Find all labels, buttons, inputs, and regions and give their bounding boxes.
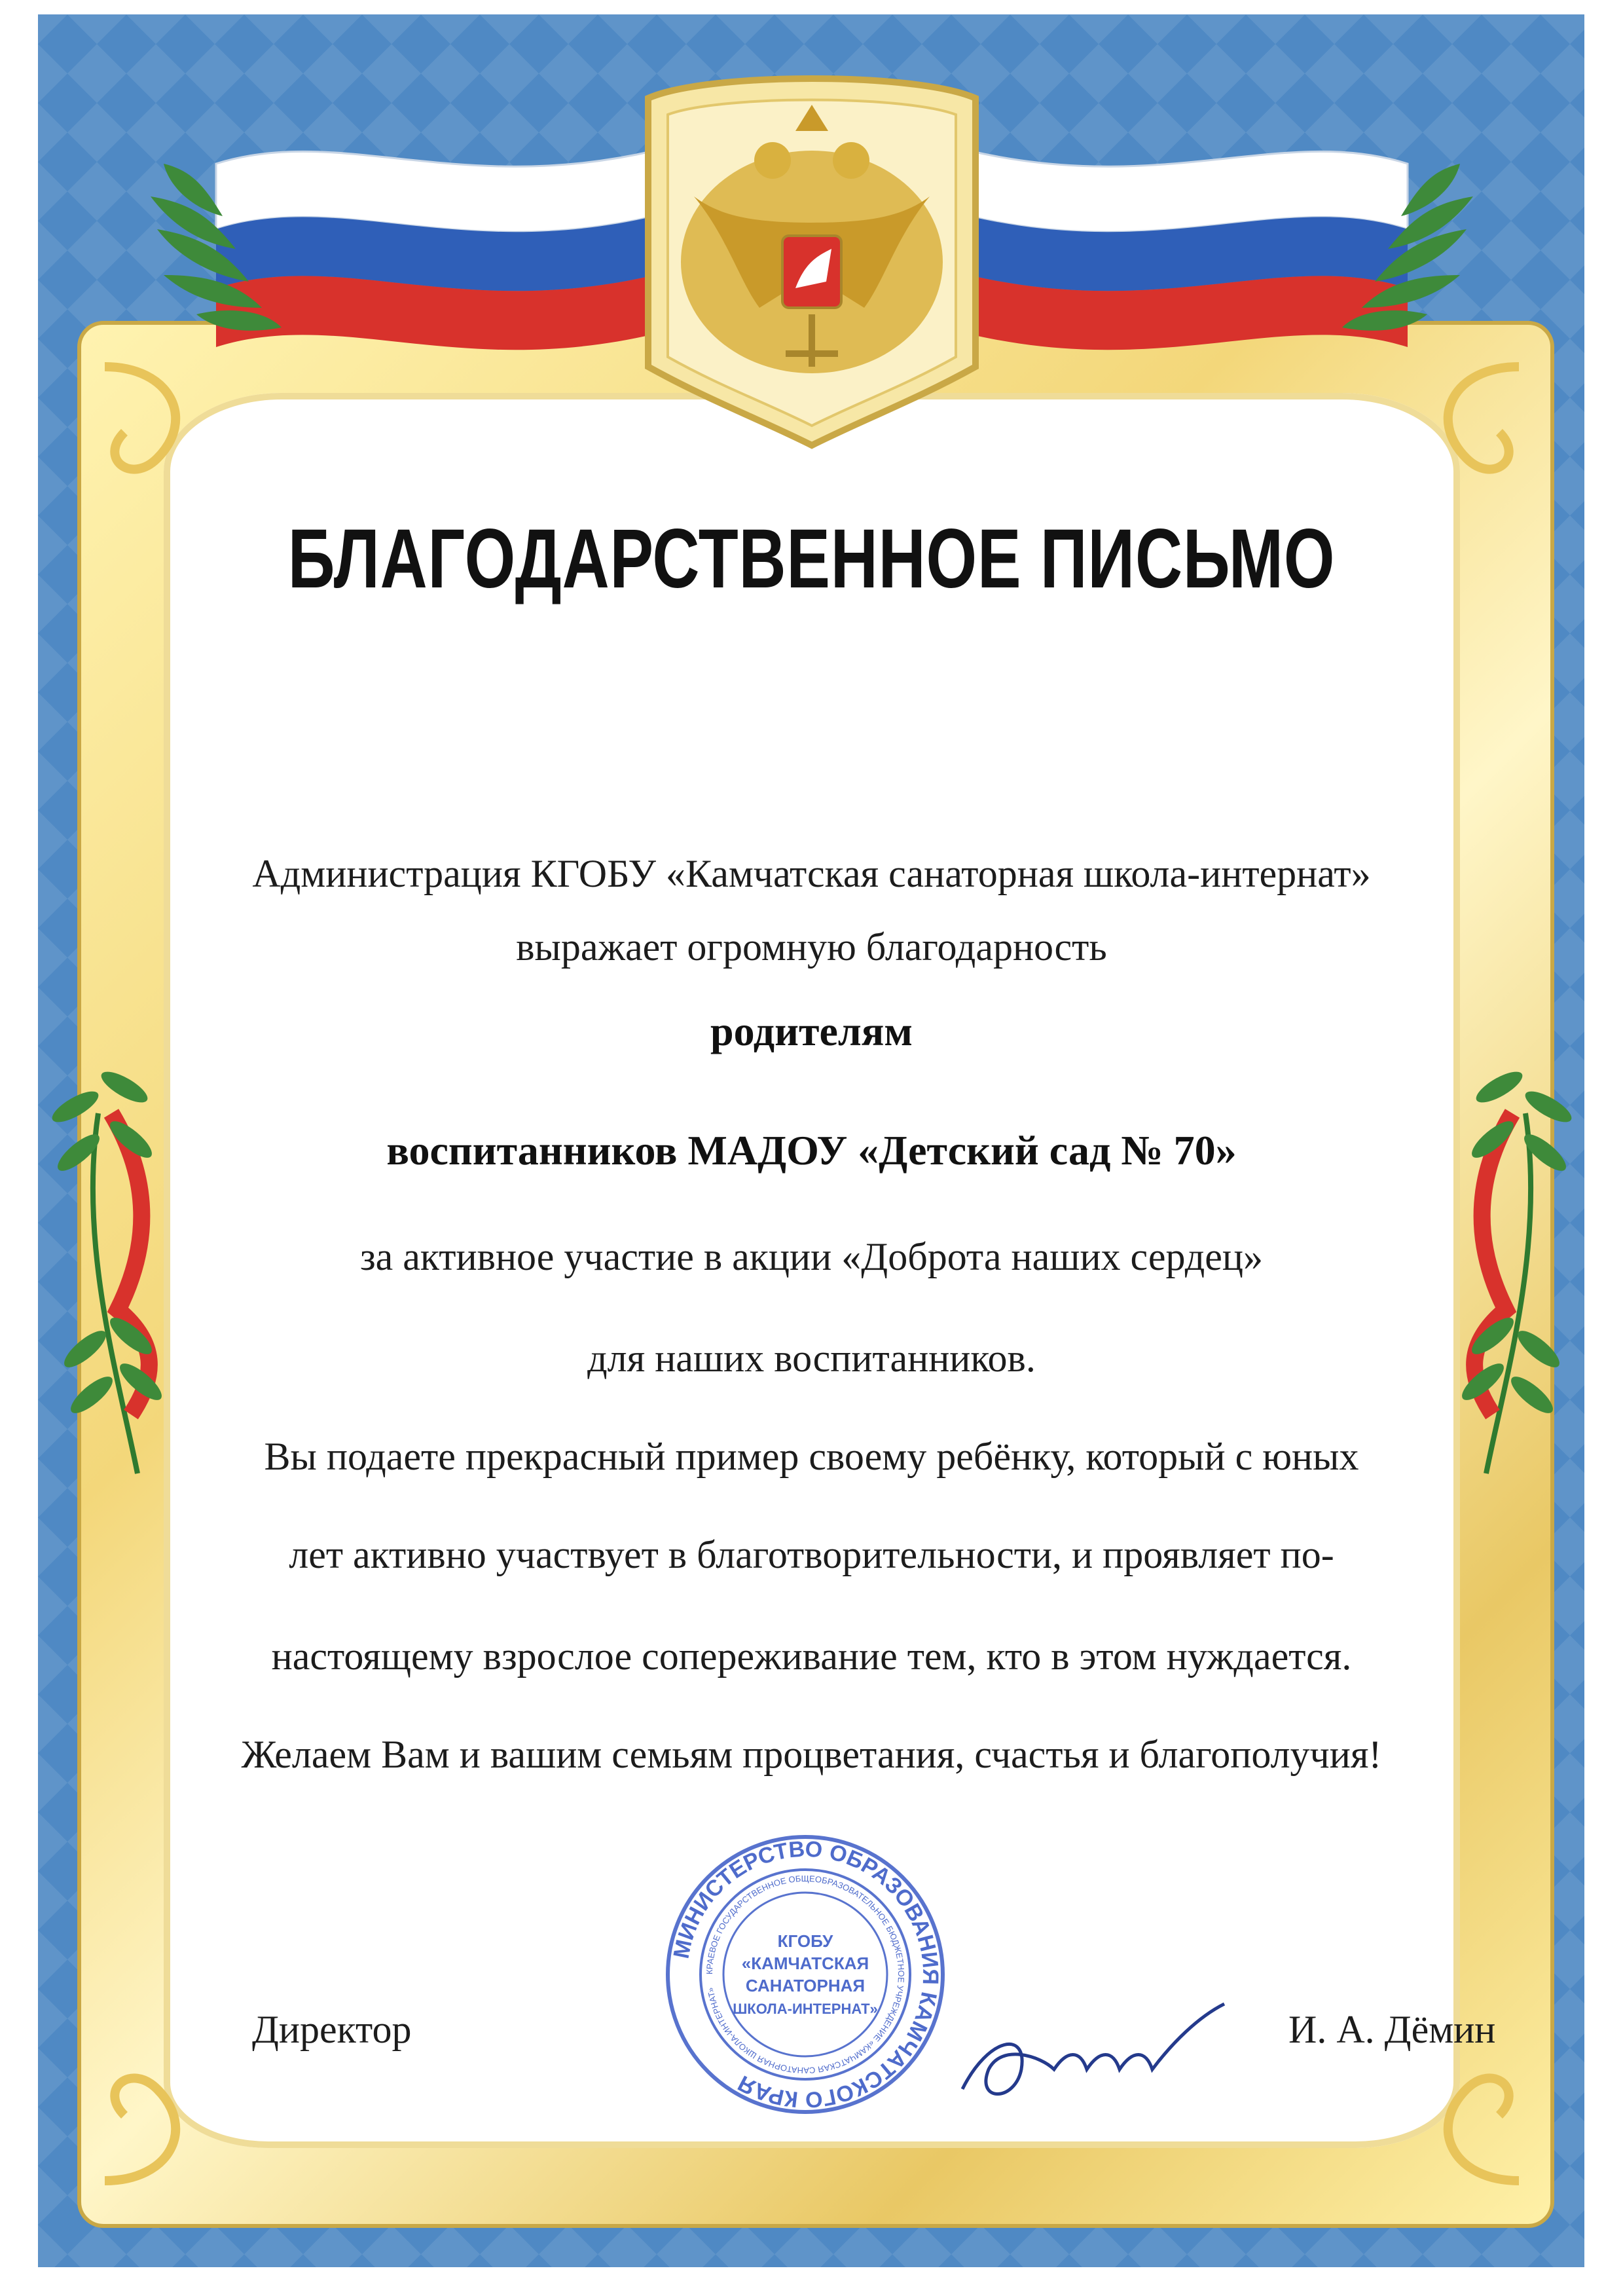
text-line-for-our-pupils: для наших воспитанников. [587,1337,1036,1380]
stamp-outer-text: МИНИСТЕРСТВО ОБРАЗОВАНИЯ КАМЧАТСКОГО КРАЯ [668,1836,943,2113]
text-line-good-example: Вы подаете прекрасный пример своему ребёнку, который с юных [264,1435,1359,1478]
text-line-empathy: настоящему взрослое сопереживание тем, кто в этом нуждается. [271,1635,1352,1678]
stamp-center-line-3: САНАТОРНАЯ [745,1976,866,1995]
text-line-administration: Администрация КГОБУ «Камчатская санаторная школа-интернат» [252,852,1371,895]
text-line-charity: лет активно участвует в благотворительности, и проявляет по- [289,1533,1334,1576]
text-line-expresses-gratitude: выражает огромную благодарность [516,925,1107,969]
stamp-center-line-1: КГОБУ [777,1931,833,1951]
stamp-ring-text: КРАЕВОЕ ГОСУДАРСТВЕННОЕ ОБЩЕОБРАЗОВАТЕЛЬНОЕ БЮДЖЕТНОЕ УЧРЕЖДЕНИЕ «КАМЧАТСКАЯ САНАТОРНАЯ ШКОЛА-ИНТЕРНАТ» [704,1873,907,2076]
handwritten-signature [949,1991,1237,2122]
text-line-pupils-kindergarten: воспитанников МАДОУ «Детский сад № 70» [386,1127,1237,1174]
text-line-active-participation: за активное участие в акции «Доброта наших сердец» [359,1235,1264,1278]
stamp-center-line-4: ШКОЛА-ИНТЕРНАТ» [733,2001,878,2017]
document-title: БЛАГОДАРСТВЕННОЕ ПИСЬМО [287,512,1336,606]
official-stamp [661,1830,949,2119]
signature-name: И. А. Дёмин [1288,2008,1496,2051]
stamp-center-line-2: «КАМЧАТСКАЯ [741,1953,869,1973]
signature-position: Директор [252,2008,412,2051]
text-line-wishes: Желаем Вам и вашим семьям процветания, счастья и благополучия! [241,1733,1382,1776]
text-line-parents: родителям [710,1008,913,1054]
